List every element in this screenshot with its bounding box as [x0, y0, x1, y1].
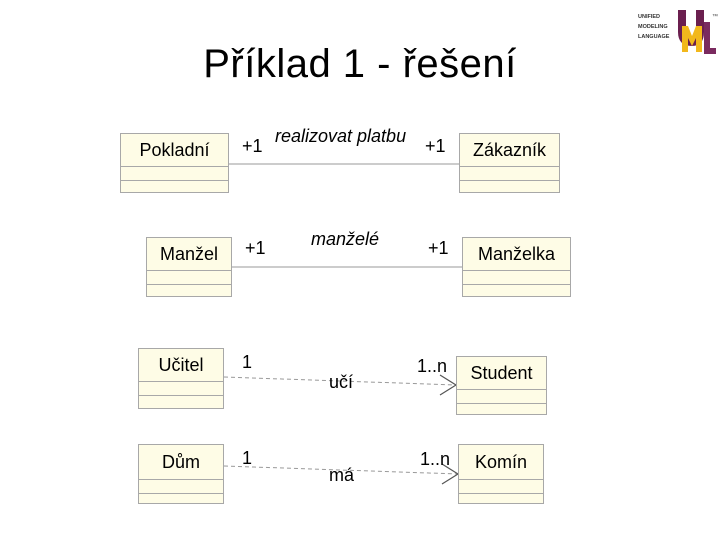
attributes-compartment: [459, 480, 543, 494]
attributes-compartment: [147, 271, 231, 285]
multiplicity-right: +1: [428, 238, 449, 258]
class-manzelka[interactable]: [462, 237, 571, 297]
association-label: manželé: [311, 229, 380, 249]
logo-line-unified: UNIFIED: [638, 14, 660, 20]
dependency-label: má: [329, 465, 355, 485]
class-name: Učitel: [139, 349, 223, 382]
multiplicity-left: 1: [242, 352, 253, 372]
operations-compartment: [147, 285, 231, 299]
class-name: Manželka: [463, 238, 570, 271]
class-zakaznik[interactable]: [459, 133, 560, 193]
multiplicity-left: +1: [245, 238, 266, 258]
multiplicity-right: 1..n: [417, 356, 448, 376]
multiplicity-left: +1: [242, 136, 263, 156]
operations-compartment: [121, 181, 228, 195]
attributes-compartment: [121, 167, 228, 181]
class-ucitel[interactable]: [138, 348, 224, 409]
class-name: Komín: [459, 445, 543, 480]
operations-compartment: [457, 404, 546, 418]
operations-compartment: [139, 396, 223, 410]
logo-line-modeling: MODELING: [638, 24, 668, 30]
class-komin[interactable]: [458, 444, 544, 504]
class-name: Student: [457, 357, 546, 390]
attributes-compartment: [139, 480, 223, 494]
class-name: Dům: [139, 445, 223, 480]
logo-trademark: ™: [712, 14, 718, 20]
attributes-compartment: [460, 167, 559, 181]
class-name: Zákazník: [460, 134, 559, 167]
class-manzel[interactable]: [146, 237, 232, 297]
class-dum[interactable]: [138, 444, 224, 504]
multiplicity-right: +1: [425, 136, 446, 156]
slide-title: Příklad 1 - řešení: [203, 42, 517, 86]
attributes-compartment: [457, 390, 546, 404]
multiplicity-left: 1: [242, 448, 253, 468]
operations-compartment: [460, 181, 559, 195]
attributes-compartment: [139, 382, 223, 396]
class-pokladni[interactable]: [120, 133, 229, 193]
operations-compartment: [459, 494, 543, 508]
class-name: Pokladní: [121, 134, 228, 167]
class-student[interactable]: [456, 356, 547, 415]
dependency-label: učí: [329, 372, 354, 392]
operations-compartment: [463, 285, 570, 299]
multiplicity-right: 1..n: [420, 449, 451, 469]
class-name: Manžel: [147, 238, 231, 271]
association-label: realizovat platbu: [275, 126, 407, 146]
logo-line-language: LANGUAGE: [638, 34, 670, 40]
attributes-compartment: [463, 271, 570, 285]
operations-compartment: [139, 494, 223, 508]
